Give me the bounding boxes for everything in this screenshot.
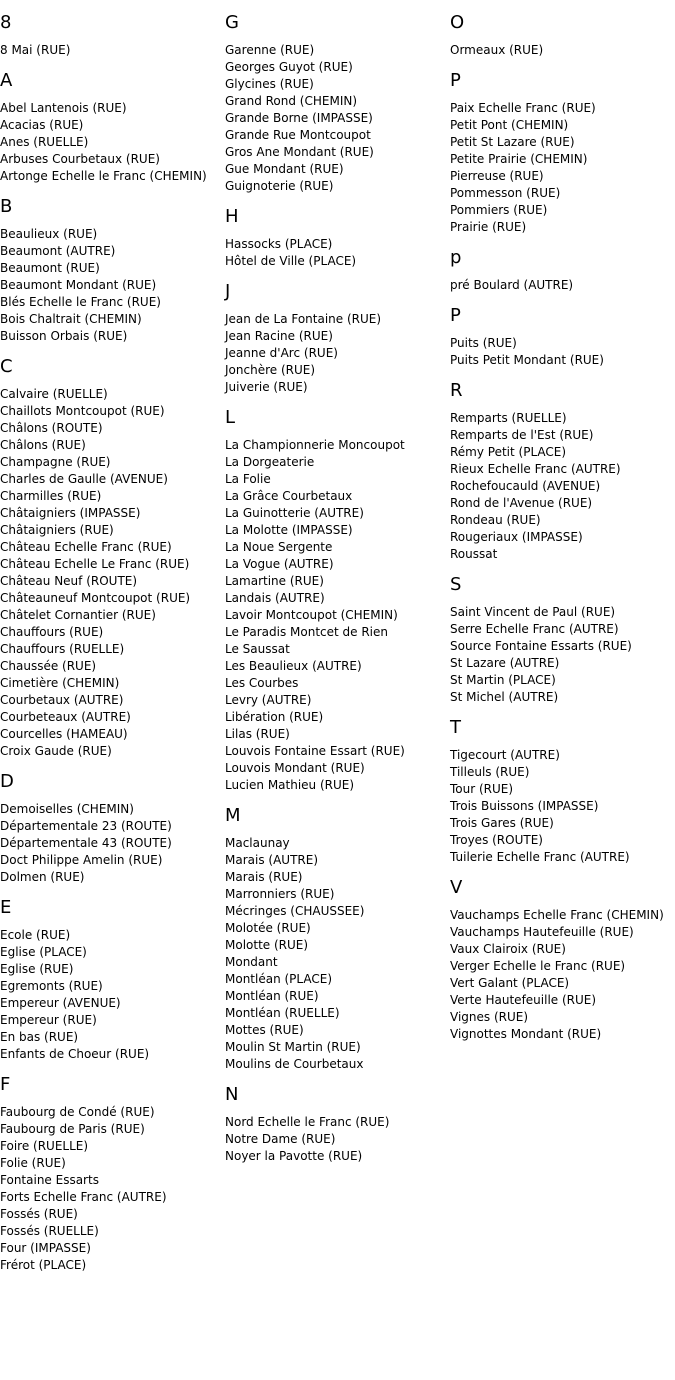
street-link[interactable]: Les Beaulieux (AUTRE) [225, 659, 362, 673]
street-link[interactable]: Faubourg de Paris (RUE) [0, 1122, 145, 1136]
letter-section [450, 877, 675, 1043]
street-link[interactable]: Glycines (RUE) [225, 77, 314, 91]
street-link[interactable]: Champagne (RUE) [0, 455, 111, 469]
street-link[interactable]: Beaulieux (RUE) [0, 227, 98, 241]
street-link[interactable]: La Folie [225, 472, 271, 486]
street-link[interactable]: Paix Echelle Franc (RUE) [450, 101, 596, 115]
street-list [0, 927, 225, 1063]
street-link[interactable]: Arbuses Courbetaux (RUE) [0, 152, 160, 166]
street-link[interactable]: Vauchamps Echelle Franc (CHEMIN) [450, 908, 664, 922]
street-list [450, 42, 675, 59]
street-link[interactable]: Foire (RUELLE) [0, 1139, 89, 1153]
street-link[interactable]: Tuilerie Echelle Franc (AUTRE) [450, 850, 630, 864]
street-link[interactable]: Grande Rue Montcoupot [225, 128, 371, 142]
street-index-column-1 [0, 0, 225, 1274]
street-link[interactable]: Vert Galant (PLACE) [450, 976, 570, 990]
street-link[interactable]: Château Neuf (ROUTE) [0, 574, 138, 588]
street-link[interactable]: Petit St Lazare (RUE) [450, 135, 575, 149]
section-letter-heading: A [0, 70, 13, 91]
street-link[interactable]: Trois Buissons (IMPASSE) [450, 799, 599, 813]
street-list [225, 311, 450, 396]
street-link[interactable]: Folie (RUE) [0, 1156, 66, 1170]
street-link[interactable]: Tour (RUE) [450, 782, 514, 796]
letter-section [225, 407, 450, 794]
street-link[interactable]: Rond de l'Avenue (RUE) [450, 496, 593, 510]
street-link[interactable]: Marais (AUTRE) [225, 853, 318, 867]
street-link[interactable]: La Noue Sergente [225, 540, 333, 554]
street-link[interactable]: La Grâce Courbetaux [225, 489, 353, 503]
street-link[interactable]: Pommesson (RUE) [450, 186, 561, 200]
letter-section [450, 305, 675, 369]
street-link[interactable]: Montléan (RUELLE) [225, 1006, 340, 1020]
section-letter-heading: O [450, 12, 465, 33]
section-letter-heading: P [450, 305, 461, 326]
street-link[interactable]: La Championnerie Moncoupot [225, 438, 405, 452]
street-list [450, 604, 675, 706]
street-list [450, 100, 675, 236]
letter-section [0, 897, 225, 1063]
street-list [225, 1114, 450, 1165]
street-link[interactable]: Cimetière (CHEMIN) [0, 676, 120, 690]
street-link[interactable]: Puits Petit Mondant (RUE) [450, 353, 604, 367]
letter-section [0, 771, 225, 886]
street-link[interactable]: Beaumont (AUTRE) [0, 244, 116, 258]
street-link[interactable]: Rémy Petit (PLACE) [450, 445, 567, 459]
street-link[interactable]: Acacias (RUE) [0, 118, 84, 132]
street-link[interactable]: Four (IMPASSE) [0, 1241, 91, 1255]
section-letter-heading: V [450, 877, 463, 898]
street-link[interactable]: Libération (RUE) [225, 710, 324, 724]
section-letter-heading: T [450, 717, 461, 738]
street-link[interactable]: Egremonts (RUE) [0, 979, 103, 993]
street-link[interactable]: Nord Echelle le Franc (RUE) [225, 1115, 390, 1129]
street-link[interactable]: Le Paradis Montcet de Rien [225, 625, 389, 639]
street-list [450, 907, 675, 1043]
street-link[interactable]: Verger Echelle le Franc (RUE) [450, 959, 626, 973]
street-link[interactable]: Vauchamps Hautefeuille (RUE) [450, 925, 634, 939]
street-link[interactable]: Vignes (RUE) [450, 1010, 529, 1024]
street-link[interactable]: Puits (RUE) [450, 336, 517, 350]
street-link[interactable]: Croix Gaude (RUE) [0, 744, 112, 758]
street-link[interactable]: St Lazare (AUTRE) [450, 656, 560, 670]
street-link[interactable]: Charmilles (RUE) [0, 489, 102, 503]
letter-section [225, 206, 450, 270]
letter-section [0, 196, 225, 345]
street-link[interactable]: Lavoir Montcoupot (CHEMIN) [225, 608, 398, 622]
street-link[interactable]: Petit Pont (CHEMIN) [450, 118, 569, 132]
section-letter-heading: L [225, 407, 236, 428]
street-link[interactable]: Jeanne d'Arc (RUE) [225, 346, 338, 360]
street-link[interactable]: Départementale 23 (ROUTE) [0, 819, 172, 833]
street-link[interactable]: Courbeteaux (AUTRE) [0, 710, 131, 724]
letter-section [225, 281, 450, 396]
letter-section [225, 805, 450, 1073]
street-link[interactable]: Frérot (PLACE) [0, 1258, 87, 1272]
street-link[interactable]: Château Echelle Le Franc (RUE) [0, 557, 190, 571]
street-link[interactable]: Jean de La Fontaine (RUE) [225, 312, 382, 326]
street-link[interactable]: Rieux Echelle Franc (AUTRE) [450, 462, 621, 476]
street-link[interactable]: Doct Philippe Amelin (RUE) [0, 853, 163, 867]
street-index-column-3 [450, 0, 675, 1043]
street-link[interactable]: Châtaigniers (IMPASSE) [0, 506, 141, 520]
street-link[interactable]: Courcelles (HAMEAU) [0, 727, 128, 741]
section-letter-heading: P [450, 70, 461, 91]
section-letter-heading: B [0, 196, 13, 217]
street-list [225, 236, 450, 270]
street-link[interactable]: Fossés (RUE) [0, 1207, 78, 1221]
street-list [450, 335, 675, 369]
street-link[interactable]: Faubourg de Condé (RUE) [0, 1105, 155, 1119]
street-link[interactable]: Courbetaux (AUTRE) [0, 693, 124, 707]
street-link[interactable]: St Martin (PLACE) [450, 673, 556, 687]
section-letter-heading: N [225, 1084, 239, 1105]
street-link[interactable]: Noyer la Pavotte (RUE) [225, 1149, 363, 1163]
street-list [0, 1104, 225, 1274]
street-link[interactable]: Rochefoucauld (AVENUE) [450, 479, 601, 493]
letter-section [450, 70, 675, 236]
street-link[interactable]: Artonge Echelle le Franc (CHEMIN) [0, 169, 207, 183]
street-link[interactable]: Levry (AUTRE) [225, 693, 312, 707]
street-link[interactable]: Châtaigniers (RUE) [0, 523, 114, 537]
street-link[interactable]: Chauffours (RUE) [0, 625, 104, 639]
street-list [450, 277, 675, 294]
street-link[interactable]: Eglise (PLACE) [0, 945, 87, 959]
street-link[interactable]: La Vogue (AUTRE) [225, 557, 334, 571]
street-link[interactable]: Châteauneuf Montcoupot (RUE) [0, 591, 191, 605]
street-link[interactable]: Saint Vincent de Paul (RUE) [450, 605, 616, 619]
street-link[interactable]: Châlons (RUE) [0, 438, 86, 452]
street-link[interactable]: Guignoterie (RUE) [225, 179, 334, 193]
letter-section [0, 1074, 225, 1274]
street-link[interactable]: Rougeriaux (IMPASSE) [450, 530, 583, 544]
street-link[interactable]: Châtelet Cornantier (RUE) [0, 608, 156, 622]
street-link[interactable]: La Molotte (IMPASSE) [225, 523, 353, 537]
street-link[interactable]: Gros Ane Mondant (RUE) [225, 145, 374, 159]
street-link[interactable]: Blés Echelle le Franc (RUE) [0, 295, 161, 309]
street-link[interactable]: Pierreuse (RUE) [450, 169, 544, 183]
street-link[interactable]: Vaux Clairoix (RUE) [450, 942, 566, 956]
street-link[interactable]: Jonchère (RUE) [225, 363, 316, 377]
street-link[interactable]: Verte Hautefeuille (RUE) [450, 993, 597, 1007]
street-link[interactable]: Mondant [225, 955, 278, 969]
street-link[interactable]: Eglise (RUE) [0, 962, 74, 976]
street-link[interactable]: Ormeaux (RUE) [450, 43, 544, 57]
section-letter-heading: E [0, 897, 12, 918]
street-link[interactable]: Roussat [450, 547, 498, 561]
street-link[interactable]: Beaumont Mondant (RUE) [0, 278, 157, 292]
street-link[interactable]: Bois Chaltrait (CHEMIN) [0, 312, 142, 326]
letter-section [450, 380, 675, 563]
street-link[interactable]: Calvaire (RUELLE) [0, 387, 108, 401]
street-link[interactable]: Demoiselles (CHEMIN) [0, 802, 134, 816]
street-link[interactable]: Lilas (RUE) [225, 727, 290, 741]
section-letter-heading: F [0, 1074, 11, 1095]
letter-section [225, 1084, 450, 1165]
street-link[interactable]: Dolmen (RUE) [0, 870, 85, 884]
street-link[interactable]: Montléan (RUE) [225, 989, 319, 1003]
street-link[interactable]: Moulins de Courbetaux [225, 1057, 364, 1071]
street-list [225, 42, 450, 195]
street-link[interactable]: Château Echelle Franc (RUE) [0, 540, 172, 554]
section-letter-heading: M [225, 805, 241, 826]
street-link[interactable]: Petite Prairie (CHEMIN) [450, 152, 588, 166]
street-list [225, 437, 450, 794]
street-link[interactable]: pré Boulard (AUTRE) [450, 278, 574, 292]
street-link[interactable]: Serre Echelle Franc (AUTRE) [450, 622, 619, 636]
street-link[interactable]: Montléan (PLACE) [225, 972, 333, 986]
street-link[interactable]: En bas (RUE) [0, 1030, 79, 1044]
street-link[interactable]: Forts Echelle Franc (AUTRE) [0, 1190, 167, 1204]
street-link[interactable]: Ecole (RUE) [0, 928, 71, 942]
street-link[interactable]: Louvois Mondant (RUE) [225, 761, 365, 775]
street-link[interactable]: Pommiers (RUE) [450, 203, 548, 217]
section-letter-heading: p [450, 247, 462, 268]
street-link[interactable]: Buisson Orbais (RUE) [0, 329, 128, 343]
street-link[interactable]: Le Saussat [225, 642, 290, 656]
street-link[interactable]: Empereur (RUE) [0, 1013, 97, 1027]
street-link[interactable]: Lamartine (RUE) [225, 574, 324, 588]
street-link[interactable]: Beaumont (RUE) [0, 261, 100, 275]
letter-section [0, 12, 225, 59]
street-link[interactable]: Les Courbes [225, 676, 299, 690]
street-link[interactable]: Départementale 43 (ROUTE) [0, 836, 172, 850]
street-link[interactable]: Hôtel de Ville (PLACE) [225, 254, 357, 268]
letter-section [450, 247, 675, 294]
street-link[interactable]: Châlons (ROUTE) [0, 421, 103, 435]
letter-section [450, 12, 675, 59]
section-letter-heading: S [450, 574, 462, 595]
street-link[interactable]: Grande Borne (IMPASSE) [225, 111, 373, 125]
street-link[interactable]: La Guinotterie (AUTRE) [225, 506, 364, 520]
street-link[interactable]: 8 Mai (RUE) [0, 43, 71, 57]
street-list [0, 226, 225, 345]
letter-section [225, 12, 450, 195]
street-link[interactable]: Juiverie (RUE) [225, 380, 308, 394]
street-link[interactable]: St Michel (AUTRE) [450, 690, 559, 704]
section-letter-heading: H [225, 206, 239, 227]
street-link[interactable]: Gue Mondant (RUE) [225, 162, 344, 176]
section-letter-heading: G [225, 12, 239, 33]
section-letter-heading: C [0, 356, 13, 377]
street-list [0, 386, 225, 760]
street-link[interactable]: Tilleuls (RUE) [450, 765, 530, 779]
street-link[interactable]: Molotée (RUE) [225, 921, 311, 935]
street-link[interactable]: Charles de Gaulle (AVENUE) [0, 472, 168, 486]
street-list [0, 801, 225, 886]
street-link[interactable]: Chaillots Montcoupot (RUE) [0, 404, 165, 418]
street-link[interactable]: Source Fontaine Essarts (RUE) [450, 639, 632, 653]
street-link[interactable]: Marronniers (RUE) [225, 887, 335, 901]
street-index-column-2 [225, 0, 450, 1165]
street-link[interactable]: Vignottes Mondant (RUE) [450, 1027, 602, 1041]
letter-section [0, 356, 225, 760]
street-link[interactable]: Molotte (RUE) [225, 938, 309, 952]
street-link[interactable]: Lucien Mathieu (RUE) [225, 778, 355, 792]
street-link[interactable]: Landais (AUTRE) [225, 591, 325, 605]
letter-section [450, 717, 675, 866]
section-letter-heading: R [450, 380, 463, 401]
street-link[interactable]: Fossés (RUELLE) [0, 1224, 99, 1238]
section-letter-heading: D [0, 771, 14, 792]
street-link[interactable]: Prairie (RUE) [450, 220, 527, 234]
street-link[interactable]: Anes (RUELLE) [0, 135, 89, 149]
street-link[interactable]: La Dorgeaterie [225, 455, 315, 469]
street-link[interactable]: Empereur (AVENUE) [0, 996, 121, 1010]
street-list [0, 42, 225, 59]
street-link[interactable]: Troyes (ROUTE) [450, 833, 543, 847]
section-letter-heading: 8 [0, 12, 12, 33]
street-link[interactable]: Chauffours (RUELLE) [0, 642, 125, 656]
street-list [450, 410, 675, 563]
street-link[interactable]: Fontaine Essarts [0, 1173, 99, 1187]
street-link[interactable]: Georges Guyot (RUE) [225, 60, 353, 74]
street-link[interactable]: Remparts de l'Est (RUE) [450, 428, 594, 442]
street-link[interactable]: Hassocks (PLACE) [225, 237, 333, 251]
street-link[interactable]: Louvois Fontaine Essart (RUE) [225, 744, 405, 758]
street-link[interactable]: Tigecourt (AUTRE) [450, 748, 560, 762]
street-link[interactable]: Marais (RUE) [225, 870, 303, 884]
street-link[interactable]: Chaussée (RUE) [0, 659, 97, 673]
letter-section [0, 70, 225, 185]
street-list [0, 100, 225, 185]
street-link[interactable]: Moulin St Martin (RUE) [225, 1040, 361, 1054]
street-link[interactable]: Remparts (RUELLE) [450, 411, 567, 425]
street-list [225, 835, 450, 1073]
street-link[interactable]: Notre Dame (RUE) [225, 1132, 336, 1146]
street-link[interactable]: Abel Lantenois (RUE) [0, 101, 127, 115]
section-letter-heading: J [225, 281, 231, 302]
street-link[interactable]: Jean Racine (RUE) [225, 329, 333, 343]
street-link[interactable]: Mottes (RUE) [225, 1023, 304, 1037]
street-link[interactable]: Mécringes (CHAUSSEE) [225, 904, 365, 918]
street-link[interactable]: Grand Rond (CHEMIN) [225, 94, 358, 108]
street-list [450, 747, 675, 866]
street-link[interactable]: Trois Gares (RUE) [450, 816, 554, 830]
street-link[interactable]: Enfants de Choeur (RUE) [0, 1047, 150, 1061]
street-link[interactable]: Garenne (RUE) [225, 43, 315, 57]
street-link[interactable]: Maclaunay [225, 836, 290, 850]
letter-section [450, 574, 675, 706]
street-link[interactable]: Rondeau (RUE) [450, 513, 541, 527]
